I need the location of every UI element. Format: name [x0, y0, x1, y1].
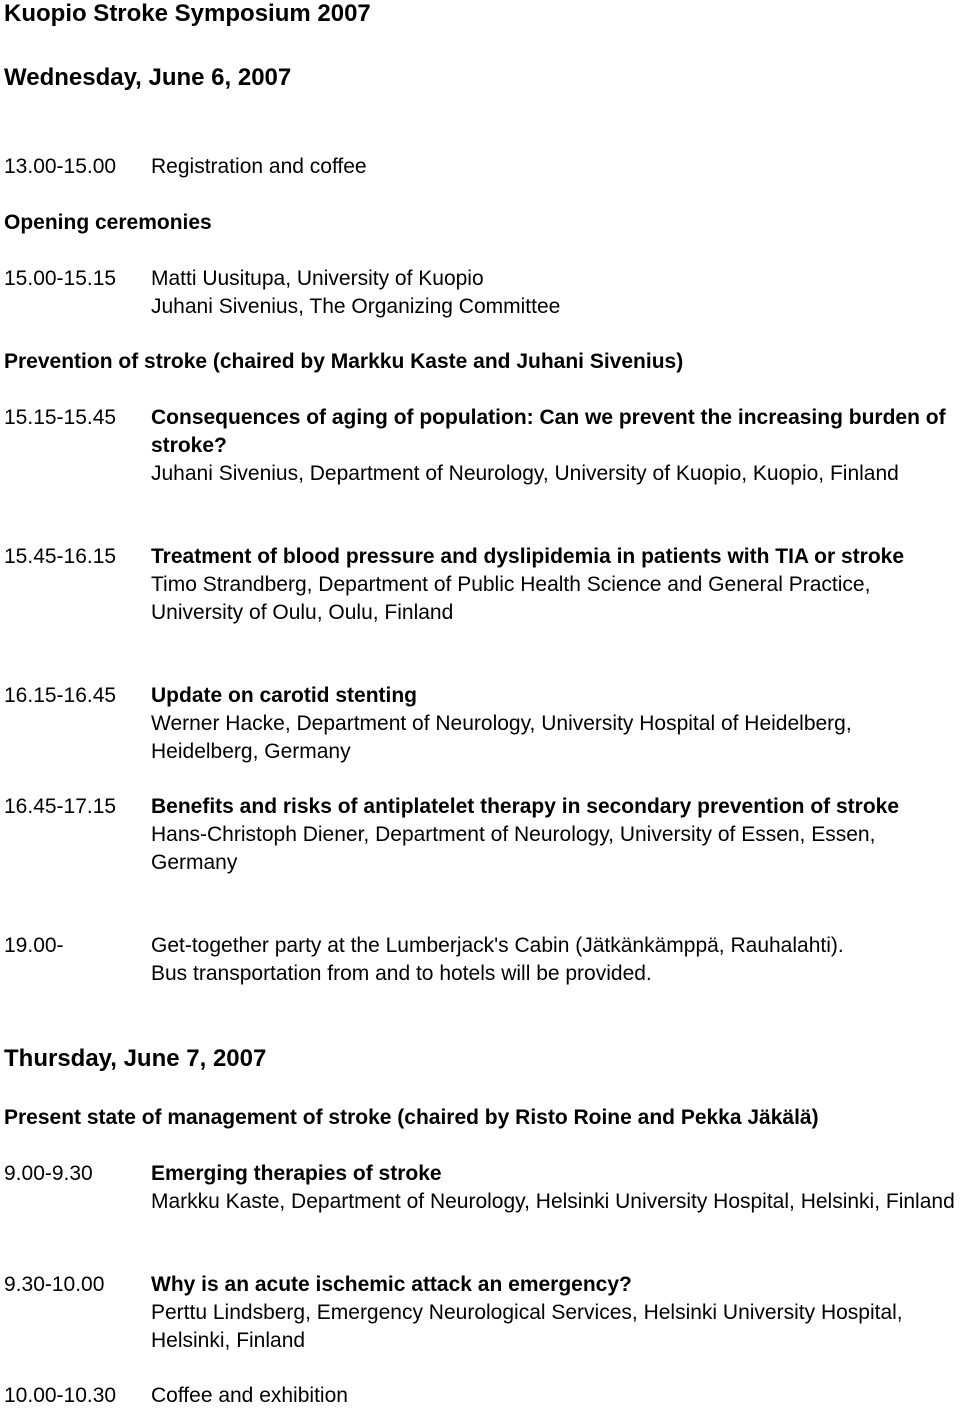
talk-title: Update on carotid stenting	[151, 684, 418, 707]
entry-time: 15.15-15.45	[4, 406, 117, 429]
entry-time: 9.00-9.30	[4, 1162, 93, 1185]
talk-title: Why is an acute ischemic attack an emergency?	[151, 1273, 632, 1296]
entry-time: 16.15-16.45	[4, 684, 117, 707]
talk-title: Treatment of blood pressure and dyslipidemia in patients with TIA or stroke	[151, 545, 905, 568]
coffee-text: Coffee and exhibition	[151, 1384, 348, 1407]
opening-line-2: Juhani Sivenius, The Organizing Committee	[151, 295, 561, 318]
talk-speaker: Juhani Sivenius, Department of Neurology, University of Kuopio, Kuopio, Finland	[151, 462, 899, 485]
evening-line-1: Get-together party at the Lumberjack's Cabin (Jätkänkämppä, Rauhalahti).	[151, 934, 844, 957]
talk-speaker: Hans-Christoph Diener, Department of Neurology, University of Essen, Essen, Germany	[151, 823, 876, 874]
talk-title: Consequences of aging of population: Can we prevent the increasing burden of stroke?	[151, 406, 946, 457]
day1-heading: Wednesday, June 6, 2007	[4, 64, 292, 91]
day2-heading: Thursday, June 7, 2007	[4, 1045, 267, 1072]
evening-time: 19.00-	[4, 934, 64, 957]
talk-speaker: Timo Strandberg, Department of Public Health Science and General Practice, University of Oulu, Oulu, Finland	[151, 573, 871, 624]
entry-time: 9.30-10.00	[4, 1273, 105, 1296]
registration-text: Registration and coffee	[151, 155, 367, 178]
talk-title: Emerging therapies of stroke	[151, 1162, 442, 1185]
entry-time: 16.45-17.15	[4, 795, 117, 818]
talk-title: Benefits and risks of antiplatelet therapy in secondary prevention of stroke	[151, 795, 900, 818]
opening-line-1: Matti Uusitupa, University of Kuopio	[151, 267, 484, 290]
document-title: Kuopio Stroke Symposium 2007	[4, 0, 371, 27]
coffee-time: 10.00-10.30	[4, 1384, 117, 1407]
day1-session-heading: Prevention of stroke (chaired by Markku Kaste and Juhani Sivenius)	[4, 350, 684, 373]
talk-speaker: Perttu Lindsberg, Emergency Neurological Services, Helsinki University Hospital, Helsinki, Finland	[151, 1301, 903, 1352]
entry-time: 15.45-16.15	[4, 545, 117, 568]
talk-speaker: Markku Kaste, Department of Neurology, Helsinki University Hospital, Helsinki, Finland	[151, 1190, 955, 1213]
opening-heading: Opening ceremonies	[4, 211, 212, 234]
registration-time: 13.00-15.00	[4, 155, 117, 178]
talk-speaker: Werner Hacke, Department of Neurology, University Hospital of Heidelberg, Heidelberg, Germany	[151, 712, 852, 763]
evening-line-2: Bus transportation from and to hotels will be provided.	[151, 962, 652, 985]
opening-time: 15.00-15.15	[4, 267, 117, 290]
day2-session-heading: Present state of management of stroke (chaired by Risto Roine and Pekka Jäkälä)	[4, 1106, 819, 1129]
